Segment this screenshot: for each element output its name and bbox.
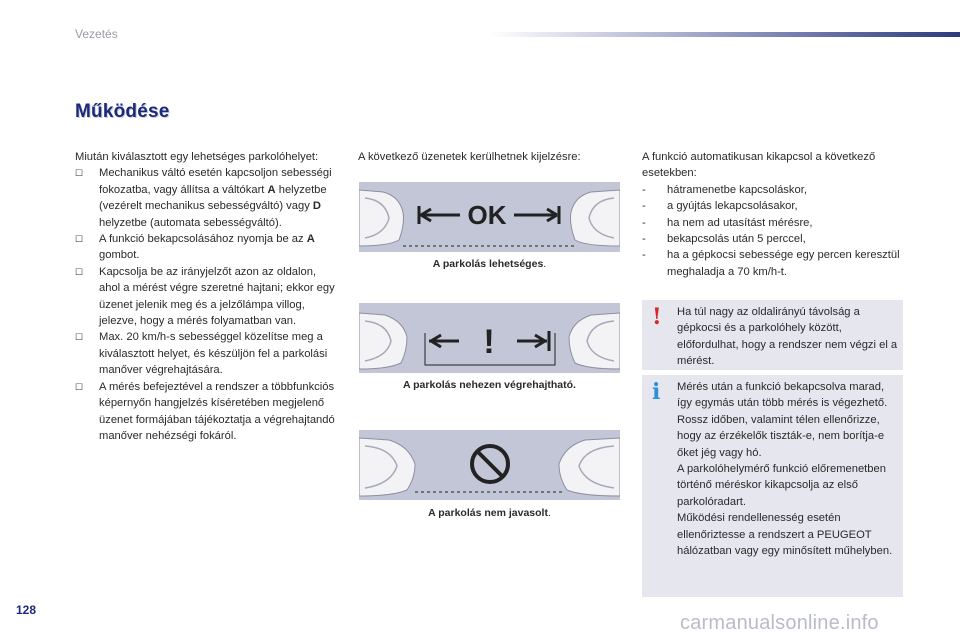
section-header: Vezetés: [75, 27, 118, 41]
list-item: - ha a gépkocsi sebessége egy percen keresztül meghaladja a 70 km/h-t.: [642, 249, 900, 278]
page-number: 128: [16, 603, 37, 617]
ok-symbol: OK: [467, 200, 507, 230]
warning-symbol: !: [483, 323, 495, 361]
caption-parking-not-recommended: A parkolás nem javasolt.: [428, 507, 551, 519]
list-item: - ha nem ad utasítást mérésre,: [642, 216, 813, 229]
instructions-intro: Miután kiválasztott egy lehetséges parkolóhelyet:: [75, 151, 319, 163]
column-auto-off: [642, 149, 907, 280]
list-item: - hátramenetbe kapcsoláskor,: [642, 183, 807, 196]
checkbox-bullet-icon: ☐: [75, 168, 84, 179]
car-left-icon: [359, 438, 415, 496]
list-item: ☐ A mérés befejeztével a rendszer a többfunkciós képernyőn hangjelzés kíséretében megjelenő üzenet formájában tájékoztatja a végrehajtandó manőver nehézségi fokáról.: [75, 380, 335, 442]
list-item: ☐ Mechanikus váltó esetén kapcsoljon sebességi fokozatba, vagy állítsa a váltókart A helyzetbe (vezérelt mechanikus sebességváltó) vagy D helyzetbe (automata sebességváltó).: [75, 167, 332, 229]
list-item: ☐ Kapcsolja be az irányjelzőt azon az oldalon, ahol a mérést végre szeretné hajtani; ekkor egy üzenet jelenik meg és a jelzőlámpa villog, jelezve, hogy a mérés folyamatban van.: [75, 265, 335, 328]
figure-parking-not-recommended: [359, 430, 620, 500]
list-item: - bekapcsolás után 5 perccel,: [642, 233, 806, 246]
watermark: carmanualsonline.info: [680, 612, 879, 634]
header-rule: [490, 32, 960, 37]
page-title: Működése: [75, 101, 170, 122]
car-right-icon: [571, 190, 621, 246]
auto-off-intro: A funkció automatikusan kikapcsol a következő esetekben:: [642, 151, 876, 180]
checkbox-bullet-icon: ☐: [75, 381, 84, 392]
messages-intro: A következő üzenetek kerülhetnek kijelzésre:: [358, 151, 581, 163]
info-icon: i: [652, 379, 661, 405]
car-right-icon: [559, 438, 620, 496]
figure-parking-possible: [359, 182, 620, 252]
info-note: [642, 375, 903, 597]
warning-note: [642, 300, 903, 370]
list-item: ☐ Max. 20 km/h-s sebességgel közelítse meg a kiválasztott helyet, és készüljön fel a parkolási manőver végrehajtására.: [75, 331, 328, 377]
list-item: - a gyújtás lekapcsolásakor,: [642, 200, 798, 213]
checkbox-bullet-icon: ☐: [75, 266, 84, 277]
checkbox-bullet-icon: ☐: [75, 234, 84, 245]
caption-parking-difficult: A parkolás nehezen végrehajtható.: [403, 379, 576, 391]
caption-parking-possible: A parkolás lehetséges.: [432, 258, 547, 270]
car-left-icon: [359, 313, 407, 369]
column-instructions: [75, 149, 340, 444]
list-item: ☐ A funkció bekapcsolásához nyomja be az A gombot.: [75, 233, 315, 262]
no-entry-icon: [472, 446, 508, 482]
car-left-icon: [359, 190, 404, 246]
info-text: Mérés után a funkció bekapcsolva marad, így egymás után több mérés is végezhető. Rossz időben, valamint télen ellenőrizze, hogy az érzékelők tiszták-e, nem borítja-e őket jég vagy hó. A parkolóhelymérő funkció előremenetben történő méréskor kikapcsolja az első parkolóradart. Működési rendellenesség esetén ellenőriztesse a rendszert a PEUGEOT hálózatban vagy egy minősített műhelyben.: [677, 381, 893, 558]
warning-icon: !: [652, 304, 662, 330]
checkbox-bullet-icon: ☐: [75, 332, 84, 343]
car-right-icon: [569, 313, 620, 369]
warning-text: Ha túl nagy az oldalirányú távolság a gépkocsi és a parkolóhely között, előfordulhat, hogy a rendszer nem végzi el a mérést.: [677, 306, 898, 368]
figure-parking-difficult: [359, 303, 620, 373]
